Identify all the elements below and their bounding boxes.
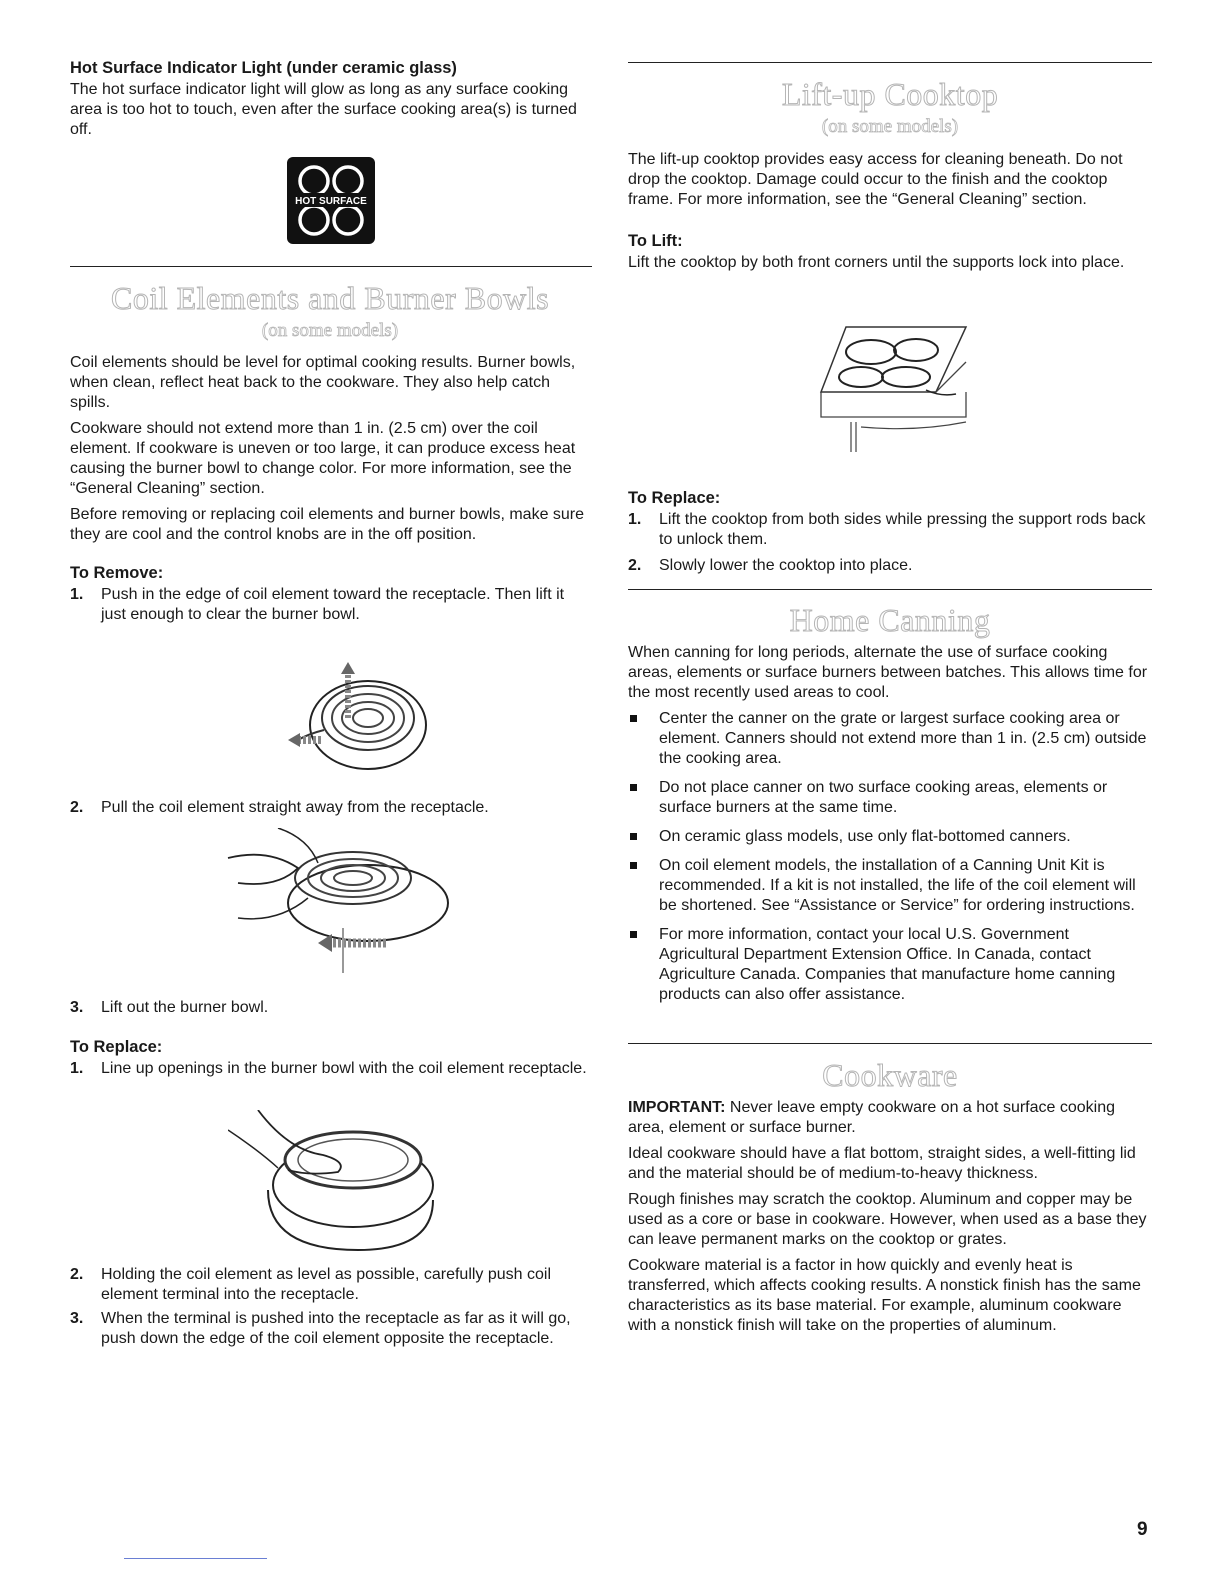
canning-body [628,643,1148,1005]
divider [70,266,592,267]
liftup-replace-step-2: 2. Slowly lower the cooktop into place. [628,557,913,574]
remove-step-3-wrap [70,998,590,1079]
liftup-replace-step-1: 1. Lift the cooktop from both sides while pressing the support rods back to unlock them. [628,511,1146,548]
coil-section-title: Coil Elements and Burner Bowls [110,280,550,316]
hot-surface-section [70,58,590,140]
liftup-to-replace-heading: To Replace: [628,489,721,507]
canning-section-title: Home Canning [789,602,991,638]
coil-replace-step-1: 1. Line up openings in the burner bowl with the coil element receptacle. [70,1060,587,1077]
remove-step-3: 3. Lift out the burner bowl. [70,999,269,1016]
liftup-body [628,150,1148,273]
canning-bullet: Do not place canner on two surface cooking areas, elements or surface burners at the same time. [628,778,1148,818]
divider [628,589,1152,590]
important-label: IMPORTANT: [628,1099,726,1116]
cookware-section-header [628,1057,1152,1093]
bullet-square-icon [630,715,637,722]
canning-bullet: On coil element models, the installation of a Canning Unit Kit is recommended. If a kit is not installed, the life of the coil element will be shortened. See “Assistance or Service” for ordering instructions. [628,856,1148,916]
coil-replace-steps-2-3 [70,1265,590,1349]
divider [628,62,1152,63]
coil-replace-step-3: 3. When the terminal is pushed into the receptacle as far as it will go, push down the edge of the coil element opposite the receptacle. [70,1310,571,1347]
bullet-square-icon [630,931,637,938]
to-remove-heading: To Remove: [70,564,164,582]
coil-body [70,353,590,625]
liftup-section-header [628,76,1152,138]
hot-surface-heading: Hot Surface Indicator Light (under ceramic glass) [70,59,457,77]
bullet-square-icon [630,862,637,869]
bullet-square-icon [630,784,637,791]
coil-section-header [70,280,590,342]
remove-coil-illustration [228,660,428,775]
to-lift-heading: To Lift: [628,232,683,250]
coil-replace-step-2: 2. Holding the coil element as level as possible, carefully push coil element terminal into the receptacle. [70,1266,552,1303]
remove-step-2: 2. Pull the coil element straight away from the receptacle. [70,799,489,816]
hot-surface-icon-label: HOT SURFACE [295,196,367,207]
hot-surface-text: The hot surface indicator light will glow as long as any surface cooking area is too hot to touch, even after the surface cooking area(s) is turned off. [70,81,577,138]
canning-section-header [628,602,1152,638]
canning-intro: When canning for long periods, alternate the use of surface cooking areas, elements or surface burners between batches. This allows time for the most recently used areas to cool. [628,644,1148,701]
hot-surface-indicator-icon [287,157,375,244]
page-number: 9 [1137,1519,1148,1540]
cookware-body [628,1098,1148,1336]
liftup-section-subtitle: (on some models) [821,116,959,137]
cookware-important: IMPORTANT: Never leave empty cookware on a hot surface cooking area, element or surface burner. [628,1099,1116,1136]
liftup-cooktop-illustration [816,322,976,457]
liftup-paragraph: The lift-up cooktop provides easy access for cleaning beneath. Do not drop the cooktop. Damage could occur to the finish and the cooktop frame. For more information, see the “General Cleaning” section. [628,151,1123,208]
canning-bullet: For more information, contact your local U.S. Government Agricultural Department Extension Office. In Canada, contact Agriculture Canada. Companies that manufacture home canning products can also offer assistance. [628,925,1148,1005]
remove-step-2-wrap [70,798,590,818]
canning-bullet: Center the canner on the grate or largest surface cooking area or element. Canners should not extend more than 1 in. (2.5 cm) outside the cooking area. [628,709,1148,769]
divider [628,1043,1152,1044]
cookware-section-title: Cookware [822,1057,958,1093]
remove-step-1: 1. Push in the edge of coil element toward the receptacle. Then lift it just enough to clear the burner bowl. [70,586,565,623]
coil-section-subtitle: (on some models) [261,320,399,341]
liftup-section-title: Lift-up Cooktop [781,76,999,112]
cookware-paragraph-2: Rough finishes may scratch the cooktop. Aluminum and copper may be used as a core or base in cookware. However, when used as a base they can leave permanent marks on the cooktop or grates. [628,1191,1147,1248]
cookware-paragraph-3: Cookware material is a factor in how quickly and evenly heat is transferred, which affects cooking results. A nonstick finish has the same characteristics as its base material. For example, aluminum cookware with a nonstick finish will take on the properties of aluminum. [628,1257,1141,1334]
coil-paragraph-1: Coil elements should be level for optimal cooking results. Burner bowls, when clean, reflect heat back to the cookware. They also help catch spills. [70,354,576,411]
canning-bullet: On ceramic glass models, use only flat-bottomed canners. [628,827,1148,847]
cookware-paragraph-1: Ideal cookware should have a flat bottom, straight sides, a well-fitting lid and the material should be of medium-to-heavy thickness. [628,1145,1136,1182]
to-lift-text: Lift the cooktop by both front corners until the supports lock into place. [628,254,1125,271]
bullet-square-icon [630,833,637,840]
liftup-replace [628,488,1148,576]
coil-paragraph-3: Before removing or replacing coil elements and burner bowls, make sure they are cool and the control knobs are in the off position. [70,506,585,543]
replace-bowl-illustration [228,1110,438,1255]
footer-line [124,1558,267,1559]
coil-paragraph-2: Cookware should not extend more than 1 in. (2.5 cm) over the coil element. If cookware is uneven or too large, it can produce excess heat causing the burner bowl to change color. For more information, see the “General Cleaning” section. [70,420,576,497]
coil-to-replace-heading: To Replace: [70,1038,163,1056]
pull-coil-illustration [218,828,458,978]
